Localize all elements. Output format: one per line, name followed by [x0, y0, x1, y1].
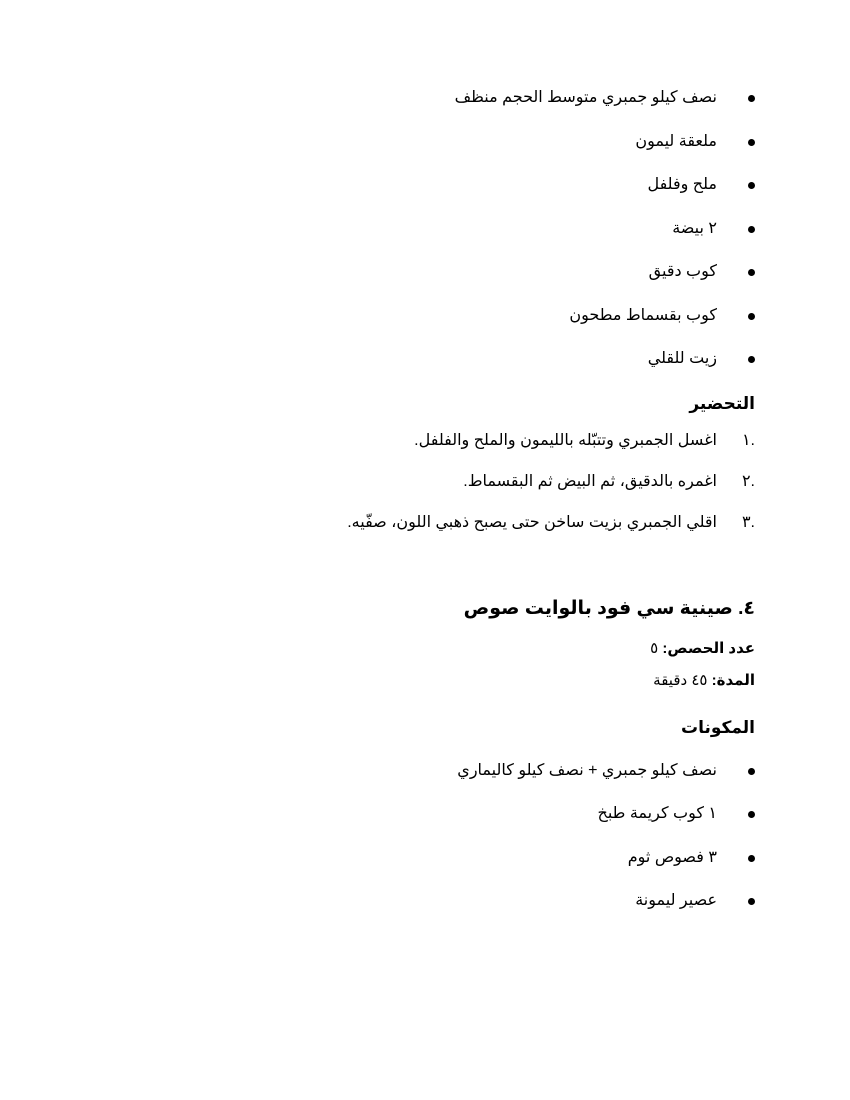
list-item: عصير ليمونة — [95, 891, 755, 911]
step-text: اغمره بالدقيق، ثم البيض ثم البقسماط. — [463, 472, 717, 490]
ingredients-list-recipe4 — [95, 761, 755, 912]
list-item — [95, 472, 755, 492]
list-item: ٢ بيضة — [95, 219, 755, 239]
list-item: كوب بقسماط مطحون — [95, 306, 755, 326]
duration-label: المدة: — [711, 671, 755, 689]
step-number: .٢ — [741, 472, 755, 490]
recipe-title: ٤. صينية سي فود بالوايت صوص — [463, 597, 755, 619]
list-item: ملعقة ليمون — [95, 132, 755, 152]
list-item: ٣ فصوص ثوم — [95, 848, 755, 868]
duration-line — [95, 671, 755, 691]
list-item: نصف كيلو جمبري متوسط الحجم منظف — [95, 88, 755, 108]
servings-label: عدد الحصص: — [662, 639, 755, 657]
step-text: اغسل الجمبري وتتبّله بالليمون والملح والفلفل. — [414, 431, 717, 449]
list-item — [95, 431, 755, 451]
servings-value: ٥ — [650, 639, 659, 657]
list-item — [95, 513, 755, 533]
list-item: ملح وفلفل — [95, 175, 755, 195]
preparation-heading: التحضير — [689, 393, 755, 413]
list-item: ١ كوب كريمة طبخ — [95, 804, 755, 824]
list-item: نصف كيلو جمبري + نصف كيلو كاليماري — [95, 761, 755, 781]
step-number: .١ — [741, 431, 755, 449]
duration-value: ٤٥ دقيقة — [653, 671, 708, 689]
ingredients-heading: المكونات — [680, 717, 755, 737]
preparation-steps — [95, 431, 755, 533]
servings-line — [95, 639, 755, 659]
step-text: اقلي الجمبري بزيت ساخن حتى يصبح ذهبي اللون، صفّيه. — [347, 513, 717, 531]
recipe-content — [95, 88, 755, 935]
list-item: زيت للقلي — [95, 349, 755, 369]
list-item: كوب دقيق — [95, 262, 755, 282]
step-number: .٣ — [741, 513, 755, 531]
ingredients-list-top — [95, 88, 755, 369]
